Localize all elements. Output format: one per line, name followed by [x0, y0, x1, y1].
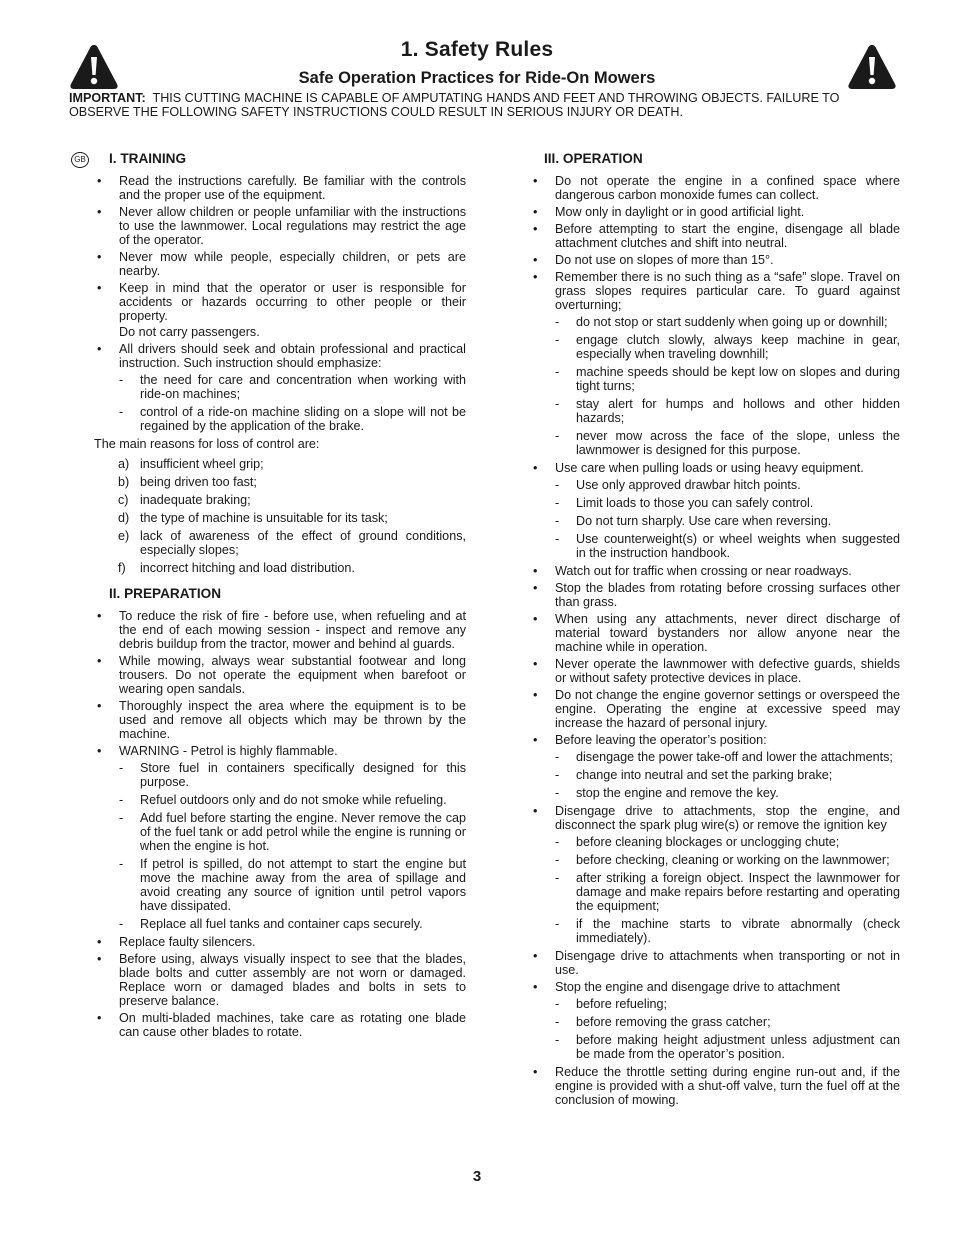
list-item-text: Disengage drive to attachments when transporting or not in use.	[555, 949, 900, 977]
list-item-text: Do not use on slopes of more than 15°.	[555, 253, 774, 267]
reason-letter: a)	[118, 457, 130, 471]
list-item	[510, 688, 900, 730]
list-item-text: Before leaving the operator’s position:	[555, 733, 767, 747]
list-item-text: To reduce the risk of fire - before use, when refueling and at the end of each mowing session - inspect and remove any debris buildup from the tractor, mower and behind al guards.	[119, 609, 466, 651]
sub-list-item: - Use counterweight(s) or wheel weights when suggested in the instruction handbook.	[555, 532, 900, 560]
list-item-text: Mow only in daylight or in good artificial light.	[555, 205, 805, 219]
sub-list-item: - stay alert for humps and hollows and other hidden hazards;	[555, 397, 900, 425]
sub-list-item: - before refueling;	[555, 997, 900, 1011]
list-item-text: Stop the engine and disengage drive to attachment	[555, 980, 840, 994]
list-item-text: All drivers should seek and obtain professional and practical instruction. Such instruction should emphasize:	[119, 342, 466, 370]
list-item-text: Stop the blades from rotating before crossing surfaces other than grass.	[555, 581, 900, 609]
list-item	[510, 733, 900, 800]
sub-list-item: - before removing the grass catcher;	[555, 1015, 900, 1029]
list-item-text: Keep in mind that the operator or user is responsible for accidents or hazards occurring to other people or their property.	[119, 281, 466, 323]
list-item-text: Never mow while people, especially children, or pets are nearby.	[119, 250, 466, 278]
sub-list-item: - control of a ride-on machine sliding on a slope will not be regained by the application of the brake.	[119, 405, 466, 433]
list-item-text: Remember there is no such thing as a “safe” slope. Travel on grass slopes requires particular care. To guard against overturning;	[555, 270, 900, 312]
list-item	[510, 949, 900, 977]
list-item-text: Do not change the engine governor settings or overspeed the engine. Operating the engine at excessive speed may increase the hazard of personal injury.	[555, 688, 900, 730]
reason-letter: c)	[118, 493, 129, 507]
list-item	[510, 253, 900, 267]
sub-list	[555, 997, 900, 1061]
list-item-text: Never operate the lawnmower with defective guards, shields or without safety protective devices in place.	[555, 657, 900, 685]
list-item	[510, 581, 900, 609]
reason-text: being driven too fast;	[140, 475, 257, 489]
sub-list	[119, 373, 466, 433]
reason-text: insufficient wheel grip;	[140, 457, 264, 471]
list-item	[74, 699, 466, 741]
sub-list-item: - disengage the power take-off and lower the attachments;	[555, 750, 900, 764]
reasons-intro: The main reasons for loss of control are:	[94, 437, 320, 451]
sub-list-item: - never mow across the face of the slope, unless the lawnmower is designed for this purpose.	[555, 429, 900, 457]
list-item-text: Before attempting to start the engine, disengage all blade attachment clutches and shift into neutral.	[555, 222, 900, 250]
reason-item	[118, 457, 466, 471]
list-item-text: Use care when pulling loads or using heavy equipment.	[555, 461, 864, 475]
left-column	[74, 152, 466, 1042]
sub-list-item: - the need for care and concentration when working with ride-on machines;	[119, 373, 466, 401]
reason-item	[118, 493, 466, 507]
list-item	[74, 1011, 466, 1039]
list-item	[74, 609, 466, 651]
list-item-text: While mowing, always wear substantial footwear and long trousers. Do not operate the equipment when barefoot or wearing open sandals.	[119, 654, 466, 696]
reason-letter: d)	[118, 511, 130, 525]
reason-letter: b)	[118, 475, 130, 489]
operation-list	[510, 174, 900, 1107]
list-item	[510, 1065, 900, 1107]
list-item	[510, 804, 900, 945]
reason-item	[118, 511, 466, 525]
list-item	[74, 342, 466, 433]
list-item-text: Never allow children or people unfamiliar with the instructions to use the lawnmower. Local regulations may restrict the age of the operator.	[119, 205, 466, 247]
list-item	[510, 564, 900, 578]
page-number: 3	[472, 1168, 482, 1185]
sub-list-item: - before checking, cleaning or working on the lawnmower;	[555, 853, 900, 867]
list-item-text: Read the instructions carefully. Be familiar with the controls and the proper use of the equipment.	[119, 174, 466, 202]
list-item-text: Watch out for traffic when crossing or near roadways.	[555, 564, 852, 578]
sub-list	[555, 835, 900, 945]
list-item-text: Before using, always visually inspect to see that the blades, blade bolts and cutter assembly are not worn or damaged. Replace worn or damaged blades and bolts in sets to preserve balance.	[119, 952, 466, 1008]
list-item	[510, 657, 900, 685]
list-item	[74, 205, 466, 247]
list-item	[74, 174, 466, 202]
reason-text: inadequate braking;	[140, 493, 251, 507]
list-item	[510, 205, 900, 219]
sub-list	[555, 750, 900, 800]
reason-item	[118, 475, 466, 489]
sub-list-item: - before making height adjustment unless adjustment can be made from the operator’s position.	[555, 1033, 900, 1061]
list-item	[510, 174, 900, 202]
list-item-text: Do not operate the engine in a confined space where dangerous carbon monoxide fumes can collect.	[555, 174, 900, 202]
list-item	[510, 270, 900, 457]
important-notice	[69, 91, 899, 119]
list-item	[74, 744, 466, 931]
sub-list-item: - after striking a foreign object. Inspect the lawnmower for damage and make repairs before restarting and operating the equipment;	[555, 871, 900, 913]
sub-list-item: - stop the engine and remove the key.	[555, 786, 900, 800]
training-list	[74, 174, 466, 433]
list-item	[74, 952, 466, 1008]
sub-list	[119, 761, 466, 931]
reason-text: the type of machine is unsuitable for its task;	[140, 511, 388, 525]
sub-list	[555, 478, 900, 560]
important-text: THIS CUTTING MACHINE IS CAPABLE OF AMPUTATING HANDS AND FEET AND THROWING OBJECTS. FAILURE TO OBSERVE THE FOLLOWING SAFETY INSTRUCTIONS COULD RESULT IN SERIOUS INJURY OR DEATH.	[69, 91, 840, 119]
right-column	[510, 152, 900, 1110]
page-subtitle: Safe Operation Practices for Ride-On Mowers	[298, 69, 656, 87]
reason-item	[118, 561, 466, 575]
sub-list-item: - if the machine starts to vibrate abnormally (check immediately).	[555, 917, 900, 945]
sub-list-item: - Do not turn sharply. Use care when reversing.	[555, 514, 900, 528]
sub-list-item: - engage clutch slowly, always keep machine in gear, especially when traveling downhill;	[555, 333, 900, 361]
sub-list-item: - change into neutral and set the parking brake;	[555, 768, 900, 782]
sub-list-item: - Store fuel in containers specifically designed for this purpose.	[119, 761, 466, 789]
list-item-text: Replace faulty silencers.	[119, 935, 256, 949]
important-label: IMPORTANT:	[69, 91, 146, 105]
reason-letter: f)	[118, 561, 126, 575]
section-heading-operation: III. OPERATION	[544, 151, 643, 166]
list-item	[74, 250, 466, 278]
reason-text: incorrect hitching and load distribution.	[140, 561, 355, 575]
reasons-list	[118, 457, 466, 575]
sub-list-item: - do not stop or start suddenly when going up or downhill;	[555, 315, 900, 329]
sub-list-item: - before cleaning blockages or unclogging chute;	[555, 835, 900, 849]
list-item	[510, 222, 900, 250]
list-item-text: Thoroughly inspect the area where the equipment is to be used and remove all objects which may be thrown by the machine.	[119, 699, 466, 741]
reason-letter: e)	[118, 529, 130, 543]
sub-list-item: - machine speeds should be kept low on slopes and during tight turns;	[555, 365, 900, 393]
section-heading-training: I. TRAINING	[109, 151, 187, 166]
reason-text: lack of awareness of the effect of ground conditions, especially slopes;	[140, 529, 466, 557]
list-item	[510, 612, 900, 654]
reason-item	[118, 529, 466, 557]
list-item	[510, 461, 900, 560]
list-item	[74, 935, 466, 949]
list-item-extra: Do not carry passengers.	[119, 325, 260, 339]
list-item	[510, 980, 900, 1061]
language-badge: GB	[71, 152, 89, 168]
section-heading-preparation: II. PREPARATION	[109, 586, 222, 601]
list-item-text: WARNING - Petrol is highly flammable.	[119, 744, 338, 758]
page-title: 1. Safety Rules	[400, 38, 554, 61]
sub-list-item: - Replace all fuel tanks and container caps securely.	[119, 917, 466, 931]
list-item-text: Reduce the throttle setting during engine run-out and, if the engine is provided with a shut-off valve, turn the fuel off at the conclusion of mowing.	[555, 1065, 900, 1107]
sub-list-item: - Limit loads to those you can safely control.	[555, 496, 900, 510]
list-item-text: When using any attachments, never direct discharge of material toward bystanders nor allow anyone near the machine while in operation.	[555, 612, 900, 654]
list-item-text: On multi-bladed machines, take care as rotating one blade can cause other blades to rotate.	[119, 1011, 466, 1039]
sub-list-item: - Add fuel before starting the engine. Never remove the cap of the fuel tank or add petrol while the engine is running or when the engine is hot.	[119, 811, 466, 853]
list-item	[74, 654, 466, 696]
list-item	[74, 281, 466, 339]
preparation-list	[74, 609, 466, 1039]
sub-list-item: - Refuel outdoors only and do not smoke while refueling.	[119, 793, 466, 807]
list-item-text: Disengage drive to attachments, stop the engine, and disconnect the spark plug wire(s) or remove the ignition key	[555, 804, 900, 832]
sub-list-item: - Use only approved drawbar hitch points.	[555, 478, 900, 492]
sub-list	[555, 315, 900, 457]
sub-list-item: - If petrol is spilled, do not attempt to start the engine but move the machine away from the area of spillage and avoid creating any source of ignition until petrol vapors have dissipated.	[119, 857, 466, 913]
